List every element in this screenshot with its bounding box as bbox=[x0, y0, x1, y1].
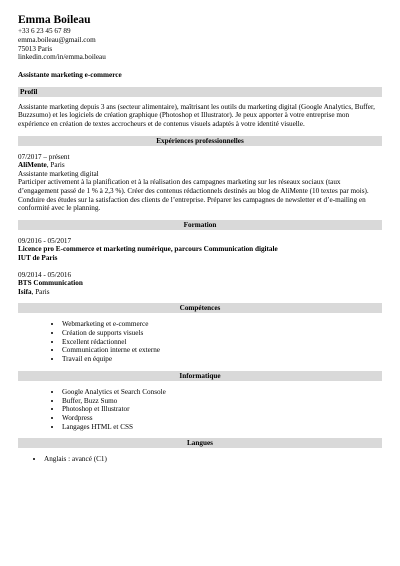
list-item: • Photoshop et Illustrator bbox=[62, 405, 382, 414]
candidate-name: Emma Boileau bbox=[18, 14, 91, 26]
section-header-languages: Langues bbox=[18, 438, 382, 448]
education-school: Isifa, Paris bbox=[18, 287, 50, 296]
experience-dates: 07/2017 – présent bbox=[18, 152, 70, 161]
list-item: • Langages HTML et CSS bbox=[62, 423, 382, 432]
list-item: • Excellent rédactionnel bbox=[62, 338, 382, 347]
section-header-it: Informatique bbox=[18, 371, 382, 381]
education-entry bbox=[18, 271, 382, 297]
section-header-education: Formation bbox=[18, 220, 382, 230]
education-degree: Licence pro E-commerce et marketing numérique, parcours Communication digitale bbox=[18, 245, 278, 254]
experience-company: AliMente bbox=[18, 161, 47, 170]
list-item: • Buffer, Buzz Sumo bbox=[62, 397, 382, 406]
list-item: • Communication interne et externe bbox=[62, 346, 382, 355]
languages-list bbox=[18, 455, 382, 464]
contact-block bbox=[18, 27, 382, 62]
phone-number: +33 6 23 45 67 89 bbox=[18, 27, 71, 35]
linkedin-url: linkedin.com/in/emma.boileau bbox=[18, 53, 106, 62]
section-header-skills: Compétences bbox=[18, 303, 382, 313]
list-item: • Webmarketing et e-commerce bbox=[62, 320, 382, 329]
resume-header bbox=[18, 14, 382, 80]
it-list bbox=[18, 388, 382, 432]
email-address: emma.boileau@gmail.com bbox=[18, 35, 96, 44]
city: 75013 Paris bbox=[18, 44, 53, 53]
list-item: • Wordpress bbox=[62, 414, 382, 423]
list-item: • Google Analytics et Search Console bbox=[62, 388, 382, 397]
experience-location: , Paris bbox=[46, 161, 65, 170]
list-item: • Création de supports visuels bbox=[62, 329, 382, 338]
profile-text: Assistante marketing depuis 3 ans (secteur alimentaire), maîtrisant les outils du marketing digital (Google Analytics, Buffer, Buzzsumo) et les logiciels de création graphique (Photoshop et Illustrator). Je peux apporter à votre entreprise mon expérience en création de textes accrocheurs et de contenus visuels adaptés à votre identité visuelle. bbox=[18, 102, 375, 128]
education-dates: 09/2016 - 05/2017 bbox=[18, 236, 72, 245]
list-item: • Anglais : avancé (C1) bbox=[44, 455, 382, 464]
section-header-experience: Expériences professionnelles bbox=[18, 136, 382, 146]
experience-description: Participer activement à la planification et à la réalisation des campagnes marketing sur les réseaux sociaux (taux d’engagement passé de 1 % à 2,3 %). Créer des contenus rédactionnels destinés au blog de AliMente (10 textes par mois). Conduire des études sur la satisfaction des clients de l’entreprise. Préparer les campagnes de newsletter et d’e-mailing en conformité avec le planning. bbox=[18, 178, 369, 213]
education-entry bbox=[18, 237, 382, 263]
education-school: IUT de Paris bbox=[18, 253, 58, 262]
experience-entry bbox=[18, 153, 382, 213]
experience-employer bbox=[18, 161, 382, 170]
skills-list bbox=[18, 320, 382, 364]
education-dates: 09/2014 - 05/2016 bbox=[18, 270, 72, 279]
experience-role: Assistante marketing digital bbox=[18, 169, 99, 178]
section-header-profile: Profil bbox=[18, 87, 382, 97]
job-headline: Assistante marketing e-commerce bbox=[18, 71, 122, 80]
list-item: • Travail en équipe bbox=[62, 355, 382, 364]
education-degree: BTS Communication bbox=[18, 279, 83, 288]
